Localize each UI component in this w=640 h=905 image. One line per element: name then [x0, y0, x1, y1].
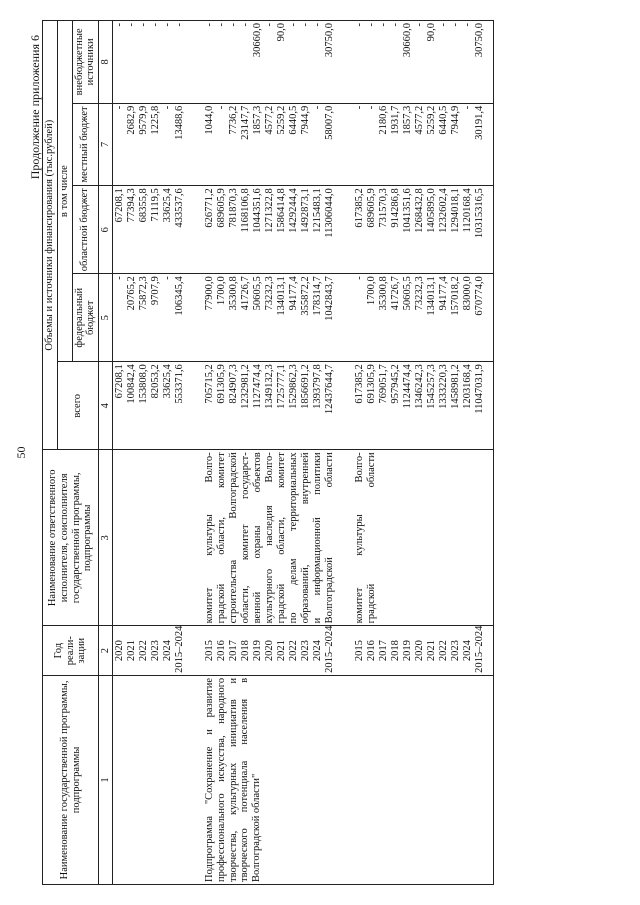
cell-line: 33625,4 — [162, 188, 173, 223]
cell-line: 20765,2 — [126, 276, 137, 311]
cell-line: 433537,6 — [174, 188, 185, 228]
cell-line: 2023 — [300, 640, 311, 662]
cell-line: 12437644,7 — [324, 364, 335, 415]
cell-line: 82053,2 — [150, 364, 161, 399]
header-federal: федеральный бюджет — [72, 274, 99, 362]
cell-line: 781870,3 — [228, 188, 239, 228]
cell-line: 4577,2 — [264, 105, 275, 135]
cell-line: 2015–2024 — [474, 625, 485, 673]
col-number: 6 — [99, 186, 113, 274]
cell-line: градской области — [366, 452, 377, 624]
year-cell — [353, 626, 487, 676]
cell-line: 2023 — [450, 640, 461, 662]
cell-line: 1232981,2 — [240, 364, 251, 409]
cell-line: 134013,1 — [426, 276, 437, 316]
cell-line: 2021 — [126, 640, 137, 662]
cell-line: 2020 — [264, 640, 275, 662]
cell-line: 626771,2 — [204, 188, 215, 228]
cell-line: 769051,7 — [378, 364, 389, 404]
col-number: 2 — [99, 626, 113, 676]
cell-line: Волгоградской области — [324, 452, 335, 624]
cell-line: 2022 — [138, 640, 149, 662]
cell-line: - — [288, 23, 299, 27]
cell-line: 2019 — [252, 640, 263, 662]
cell-line: 1458981,2 — [450, 364, 461, 409]
cell-line: - — [414, 23, 425, 27]
cell-line: 106345,4 — [174, 276, 185, 316]
cell-line: 1294018,1 — [450, 188, 461, 233]
extra-cell — [203, 21, 337, 104]
local-cell — [203, 103, 337, 186]
cell-line: строительства Волгоградской — [228, 452, 239, 624]
cell-line: 1044351,6 — [252, 188, 263, 233]
cell-line: - — [114, 105, 125, 110]
cell-line: 2015 — [354, 640, 365, 662]
subprogram-name: Подпрограмма "Сохранение и развитие профессионального искусства, народного творчества, культурных инициатив и творческого потенциала населения в Волгоградской области" — [203, 675, 337, 884]
cell-line: 1041351,6 — [402, 188, 413, 233]
cell-line: 2682,9 — [126, 105, 137, 135]
cell-line: - — [228, 23, 239, 27]
cell-line: 731570,3 — [378, 188, 389, 228]
cell-line: - — [114, 23, 125, 27]
cell-line: - — [450, 23, 461, 27]
cell-line: 2017 — [378, 640, 389, 662]
cell-line: 90,0 — [276, 23, 287, 42]
continuation-label: Продолжение приложения 6 — [28, 35, 42, 180]
cell-line: - — [312, 105, 323, 110]
cell-line: 689605,9 — [366, 188, 377, 228]
federal-cell — [353, 274, 487, 362]
cell-line: 2022 — [288, 640, 299, 662]
cell-line: 157018,2 — [450, 276, 461, 316]
cell-line: 1931,7 — [390, 105, 401, 135]
total-cell — [113, 362, 188, 450]
cell-line: 2015–2024 — [174, 625, 185, 673]
cell-line: 1333220,3 — [438, 364, 449, 409]
col-number: 5 — [99, 274, 113, 362]
cell-line: 100842,4 — [126, 364, 137, 404]
cell-line: культурного наследия Волго- — [264, 452, 275, 624]
executor-cell — [353, 450, 487, 626]
cell-line: 6440,5 — [438, 105, 449, 135]
cell-line: - — [114, 276, 125, 280]
cell-line: 1725777,1 — [276, 364, 287, 409]
page-number: 50 — [14, 446, 28, 459]
cell-line: - — [354, 276, 365, 280]
header-extra: внебюджетные источники — [72, 21, 99, 104]
cell-line: 33625,4 — [162, 364, 173, 399]
cell-line: 691305,9 — [216, 364, 227, 404]
cell-line: комитет культуры Волго- — [354, 452, 365, 624]
cell-line: 617385,2 — [354, 364, 365, 404]
cell-line: 2024 — [462, 640, 473, 662]
cell-line: 10315316,5 — [474, 188, 485, 239]
cell-line: 30191,4 — [474, 105, 485, 140]
table-spacer — [337, 21, 353, 885]
cell-line: 30660,0 — [252, 23, 263, 58]
cell-line: 1042843,7 — [324, 276, 335, 321]
cell-line: - — [162, 23, 173, 27]
cell-line: - — [462, 23, 473, 27]
col-number: 3 — [99, 450, 113, 626]
regional-cell — [113, 186, 188, 274]
cell-line: - — [174, 23, 185, 27]
cell-line: - — [264, 23, 275, 27]
header-incl: в том числе — [57, 21, 72, 362]
cell-line: 1529862,3 — [288, 364, 299, 409]
cell-line: 73232,3 — [414, 276, 425, 311]
cell-line: 1429244,4 — [288, 188, 299, 233]
cell-line: 7944,9 — [300, 105, 311, 135]
total-cell — [203, 362, 337, 450]
extra-cell — [113, 21, 188, 104]
cell-line: 5259,2 — [426, 105, 437, 135]
cell-line: 2017 — [228, 640, 239, 662]
cell-line: 9579,9 — [138, 105, 149, 135]
federal-cell — [113, 274, 188, 362]
header-program: Наименование государственной программы, подпрограммы — [43, 675, 99, 884]
local-cell — [353, 103, 487, 186]
cell-line: 5259,2 — [276, 105, 287, 135]
cell-line: 2022 — [438, 640, 449, 662]
cell-line: 2015–2024 — [324, 625, 335, 673]
cell-line: 23147,7 — [240, 105, 251, 140]
cell-line: 2020 — [414, 640, 425, 662]
cell-line: 691305,9 — [366, 364, 377, 404]
cell-line: комитет культуры Волго- — [204, 452, 215, 624]
cell-line: 90,0 — [426, 23, 437, 42]
cell-line: - — [138, 23, 149, 27]
cell-line: - — [216, 105, 227, 110]
header-executor: Наименование ответственного исполнителя, соисполнителя государственной программы, подпрограммы — [43, 450, 99, 626]
regional-cell — [353, 186, 487, 274]
cell-line: градской области, комитет — [216, 452, 227, 624]
cell-line: 134013,1 — [276, 276, 287, 316]
cell-line: - — [162, 276, 173, 280]
regional-cell — [203, 186, 337, 274]
cell-line: 50605,5 — [402, 276, 413, 311]
cell-line: 67208,1 — [114, 188, 125, 223]
cell-line: 914286,8 — [390, 188, 401, 228]
cell-line: 1349132,3 — [264, 364, 275, 409]
cell-line: 2024 — [312, 640, 323, 662]
cell-line: 2023 — [150, 640, 161, 662]
cell-line: 1700,0 — [216, 276, 227, 306]
cell-line: 1405895,0 — [426, 188, 437, 233]
cell-line: - — [366, 105, 377, 110]
cell-line: - — [216, 23, 227, 27]
cell-line: 1857,3 — [252, 105, 263, 135]
cell-line: 35300,8 — [228, 276, 239, 311]
local-cell — [113, 103, 188, 186]
cell-line: 41726,7 — [390, 276, 401, 311]
cell-line: 4577,2 — [414, 105, 425, 135]
cell-line: 1225,8 — [150, 105, 161, 135]
cell-line: области, комитет государст- — [240, 452, 251, 624]
cell-line: 2180,6 — [378, 105, 389, 135]
cell-line: 2018 — [240, 640, 251, 662]
header-year: Год реали-зации — [43, 626, 99, 676]
cell-line: 77394,3 — [126, 188, 137, 223]
cell-line: - — [462, 105, 473, 110]
federal-cell — [203, 274, 337, 362]
cell-line: 30660,0 — [402, 23, 413, 58]
cell-line: по делам территориальных — [288, 452, 299, 624]
table-spacer — [187, 21, 203, 885]
cell-line: - — [150, 23, 161, 27]
col-number: 1 — [99, 675, 113, 884]
cell-line: 1346242,3 — [414, 364, 425, 409]
col-number: 7 — [99, 103, 113, 186]
extra-cell — [353, 21, 487, 104]
cell-line: 13488,6 — [174, 105, 185, 140]
cell-line: 1857,3 — [402, 105, 413, 135]
cell-line: - — [240, 23, 251, 27]
table-row — [353, 21, 487, 885]
cell-line: 1124474,4 — [402, 364, 413, 409]
cell-line: 178314,7 — [312, 276, 323, 316]
cell-line: - — [126, 23, 137, 27]
year-cell — [203, 626, 337, 676]
header-total: всего — [57, 362, 98, 450]
cell-line: 1127474,4 — [252, 364, 263, 409]
cell-line: 957945,2 — [390, 364, 401, 404]
cell-line: 30750,0 — [474, 23, 485, 58]
cell-line: 1700,0 — [366, 276, 377, 306]
cell-line: 2016 — [366, 640, 377, 662]
cell-line: 77900,0 — [204, 276, 215, 311]
cell-line: - — [300, 23, 311, 27]
cell-line: 1215483,1 — [312, 188, 323, 233]
cell-line: 68355,8 — [138, 188, 149, 223]
executor-cell — [113, 450, 188, 626]
cell-line: 355872,2 — [300, 276, 311, 316]
cell-line: 7736,2 — [228, 105, 239, 135]
cell-line: 1203168,4 — [462, 364, 473, 409]
cell-line: венной охраны объектов — [252, 452, 263, 624]
col-number: 4 — [99, 362, 113, 450]
cell-line: 11047031,9 — [474, 364, 485, 414]
cell-line: - — [354, 23, 365, 27]
cell-line: 75872,3 — [138, 276, 149, 311]
cell-line: 1586414,8 — [276, 188, 287, 233]
cell-line: образований, внутренней — [300, 452, 311, 624]
total-cell — [353, 362, 487, 450]
cell-line: 94177,4 — [438, 276, 449, 311]
cell-line: 1120168,4 — [462, 188, 473, 233]
cell-line: 2019 — [402, 640, 413, 662]
cell-line: 67208,1 — [114, 364, 125, 399]
cell-line: 50605,5 — [252, 276, 263, 311]
cell-line: 2015 — [204, 640, 215, 662]
cell-line: 30750,0 — [324, 23, 335, 58]
cell-line: 2016 — [216, 640, 227, 662]
table-end — [487, 21, 493, 885]
cell-line: и информационной политики — [312, 452, 323, 624]
cell-line: - — [438, 23, 449, 27]
cell-line: 7944,9 — [450, 105, 461, 135]
year-cell — [113, 626, 188, 676]
cell-line: 1271322,8 — [264, 188, 275, 233]
cell-line: 94177,4 — [288, 276, 299, 311]
cell-line: 83000,0 — [462, 276, 473, 311]
cell-line: - — [390, 23, 401, 27]
cell-line: 1232602,4 — [438, 188, 449, 233]
cell-line: 1492873,1 — [300, 188, 311, 233]
cell-line: - — [354, 105, 365, 110]
cell-line: 689605,9 — [216, 188, 227, 228]
cell-line: 1044,0 — [204, 105, 215, 135]
cell-line: 71119,5 — [150, 188, 161, 222]
cell-line: 2021 — [276, 640, 287, 662]
cell-line: 11306044,0 — [324, 188, 335, 238]
cell-line: 824907,3 — [228, 364, 239, 404]
cell-line: 553371,6 — [174, 364, 185, 404]
header-regional: областной бюджет — [72, 186, 99, 274]
cell-line: 1393797,8 — [312, 364, 323, 409]
cell-line: 2021 — [426, 640, 437, 662]
cell-line: 6440,5 — [288, 105, 299, 135]
cell-line: 41726,7 — [240, 276, 251, 311]
cell-line: - — [366, 23, 377, 27]
cell-line: 1168106,8 — [240, 188, 251, 233]
cell-line: градской области, комитет — [276, 452, 287, 624]
cell-line: 9707,9 — [150, 276, 161, 306]
cell-line: 2018 — [390, 640, 401, 662]
cell-line: - — [378, 23, 389, 27]
cell-line: 705715,2 — [204, 364, 215, 404]
executor-cell — [203, 450, 337, 626]
cell-line: - — [204, 23, 215, 27]
cell-line: 1545257,3 — [426, 364, 437, 409]
cell-line: 1856691,2 — [300, 364, 311, 409]
cell-line: 35300,8 — [378, 276, 389, 311]
cell-line: - — [312, 23, 323, 27]
cell-line: 58007,0 — [324, 105, 335, 140]
col-number: 8 — [99, 21, 113, 104]
cell-line: 617385,2 — [354, 188, 365, 228]
cell-line: 670774,0 — [474, 276, 485, 316]
program-cell — [353, 675, 487, 884]
cell-line: 73232,3 — [264, 276, 275, 311]
cell-line: 2024 — [162, 640, 173, 662]
cell-line: 153808,0 — [138, 364, 149, 404]
table-row — [113, 21, 188, 885]
cell-line: 1268432,8 — [414, 188, 425, 233]
program-cell — [113, 675, 188, 884]
header-funding: Объемы и источники финансирования (тыс.рублей) — [43, 21, 58, 450]
financing-table — [42, 20, 494, 885]
header-local: местный бюджет — [72, 103, 99, 186]
cell-line: - — [162, 105, 173, 110]
cell-line: 2020 — [114, 640, 125, 662]
table-row — [203, 21, 337, 885]
